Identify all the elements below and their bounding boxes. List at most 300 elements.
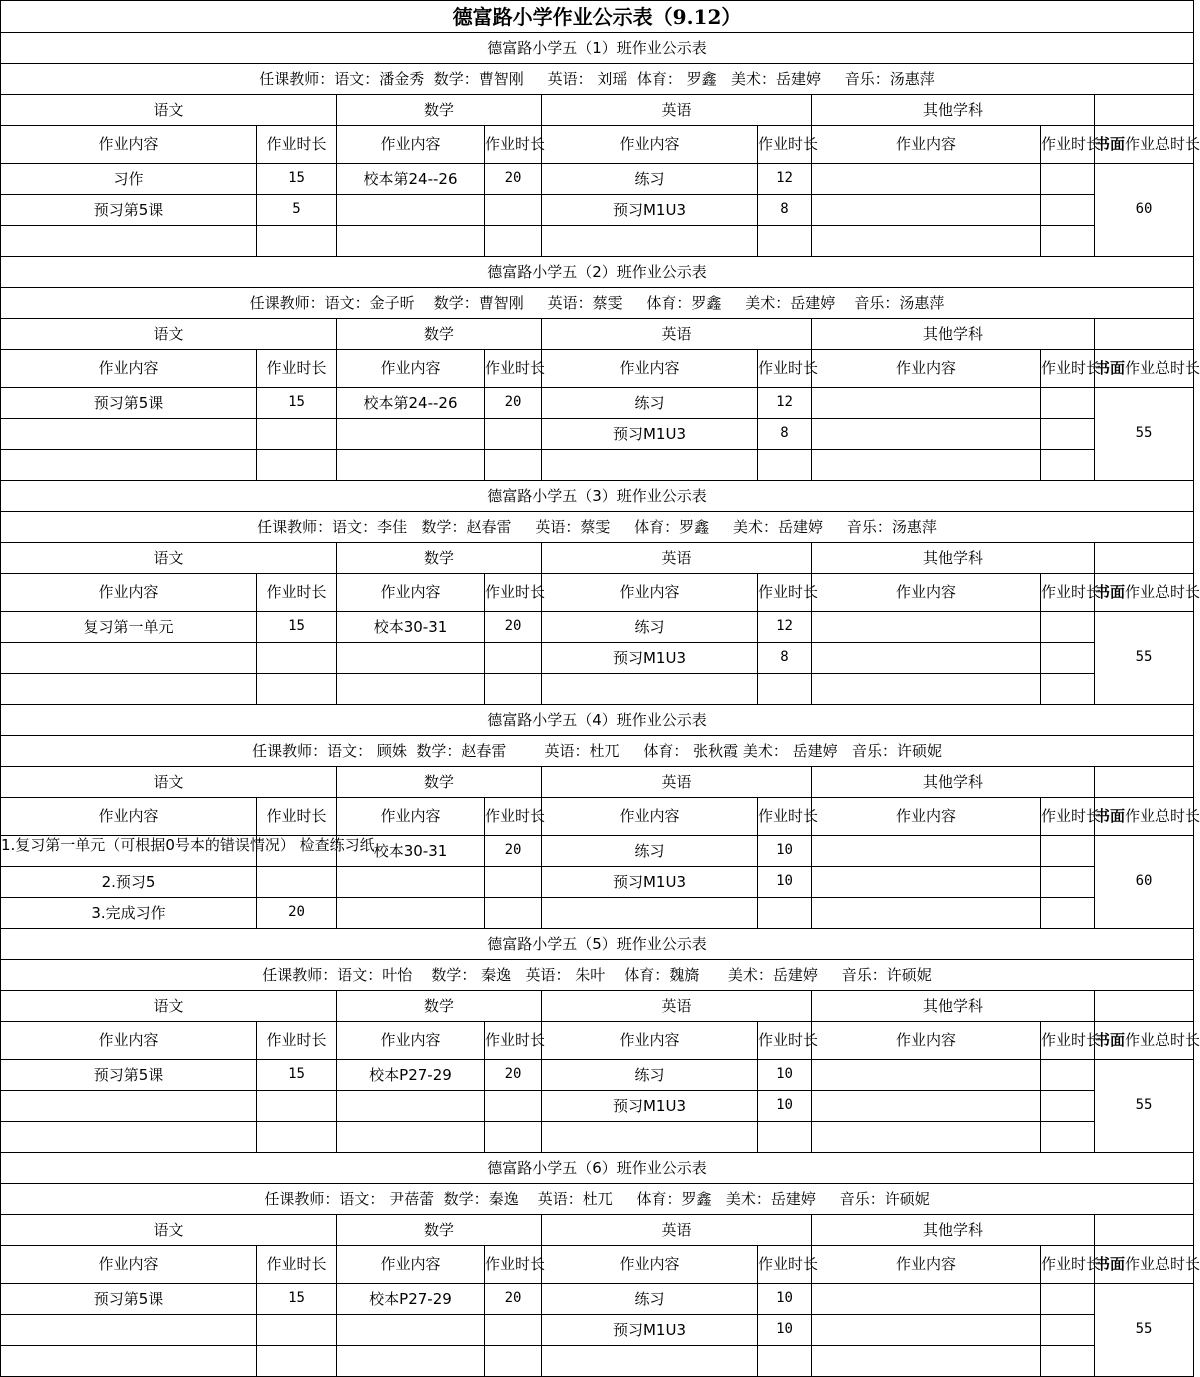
chinese-content: 习作 (1, 164, 257, 195)
english-content: 练习 (542, 836, 758, 867)
subject-english: 英语 (542, 1215, 812, 1246)
class-heading: 德富路小学五（4）班作业公示表 (1, 705, 1194, 736)
chinese-duration: 5 (257, 195, 337, 226)
empty-cell (1095, 95, 1194, 126)
total-header-bold: 书面 (1095, 135, 1126, 154)
math-duration-header: 作业时长 (485, 798, 542, 836)
english-content: 练习 (542, 1060, 758, 1091)
english-content: 预习M1U3 (542, 1315, 758, 1346)
math-content (337, 898, 485, 929)
homework-row (1, 388, 1194, 419)
chinese-duration-header: 作业时长 (257, 798, 337, 836)
chinese-duration-header: 作业时长 (257, 574, 337, 612)
math-duration: 20 (485, 1060, 542, 1091)
subject-math: 数学 (337, 95, 542, 126)
subject-chinese: 语文 (1, 319, 337, 350)
subject-math: 数学 (337, 543, 542, 574)
english-duration-header: 作业时长 (758, 1246, 812, 1284)
english-duration: 10 (758, 1091, 812, 1122)
chinese-content-header: 作业内容 (1, 574, 257, 612)
total-header-rest: 作业总时长 (1125, 359, 1200, 378)
chinese-content-header: 作业内容 (1, 1246, 257, 1284)
chinese-duration: 15 (257, 1060, 337, 1091)
chinese-content (1, 643, 257, 674)
column-header-row (1, 1246, 1194, 1284)
math-duration-header: 作业时长 (485, 1246, 542, 1284)
chinese-duration (257, 450, 337, 481)
teachers-line: 任课教师：语文：金子昕 数学：曹智刚 英语：蔡雯 体育：罗鑫 美术：岳建婷 音乐：汤惠萍 (1, 288, 1194, 319)
english-content-header: 作业内容 (542, 1246, 758, 1284)
homework-row (1, 450, 1194, 481)
chinese-content: 预习第5课 (1, 1284, 257, 1315)
chinese-duration: 15 (257, 388, 337, 419)
english-content (542, 1346, 758, 1377)
class-heading-row (1, 481, 1194, 512)
math-content: 校本P27-29 (337, 1284, 485, 1315)
math-duration: 20 (485, 836, 542, 867)
other-content-header: 作业内容 (812, 1246, 1041, 1284)
other-content-header: 作业内容 (812, 350, 1041, 388)
math-content: 校本第24--26 (337, 164, 485, 195)
other-duration-header: 作业时长 (1041, 1022, 1095, 1060)
total-header-bold: 书面 (1095, 583, 1126, 602)
math-duration (485, 1091, 542, 1122)
total-duration-header (1095, 574, 1200, 612)
subject-chinese: 语文 (1, 1215, 337, 1246)
class-heading-row (1, 705, 1194, 736)
chinese-content-header: 作业内容 (1, 798, 257, 836)
homework-row (1, 164, 1194, 195)
other-content (812, 1346, 1041, 1377)
total-duration: 55 (1095, 1284, 1194, 1377)
subject-other: 其他学科 (812, 95, 1095, 126)
other-content (812, 612, 1041, 643)
class-heading: 德富路小学五（6）班作业公示表 (1, 1153, 1194, 1184)
homework-row (1, 1060, 1194, 1091)
other-content (812, 419, 1041, 450)
subjects-row (1, 1215, 1194, 1246)
other-duration (1041, 388, 1095, 419)
chinese-content: 2.预习5 (1, 867, 257, 898)
chinese-content: 复习第一单元 (1, 612, 257, 643)
other-duration (1041, 836, 1095, 867)
other-content (812, 1315, 1041, 1346)
sheet-title: 德富路小学作业公示表（9.12） (1, 1, 1194, 33)
math-content: 校本30-31 (337, 836, 485, 867)
other-duration-header: 作业时长 (1041, 798, 1095, 836)
subjects-row (1, 543, 1194, 574)
math-duration (485, 1315, 542, 1346)
subject-english: 英语 (542, 95, 812, 126)
english-duration-header: 作业时长 (758, 126, 812, 164)
english-duration: 12 (758, 612, 812, 643)
english-duration (758, 674, 812, 705)
math-content-header: 作业内容 (337, 574, 485, 612)
column-header-row (1, 126, 1194, 164)
class-heading: 德富路小学五（2）班作业公示表 (1, 257, 1194, 288)
chinese-content (1, 1091, 257, 1122)
chinese-duration (257, 674, 337, 705)
english-duration: 10 (758, 1315, 812, 1346)
chinese-content-header: 作业内容 (1, 350, 257, 388)
total-duration-header (1095, 1022, 1200, 1060)
other-duration (1041, 674, 1095, 705)
english-duration: 10 (758, 1060, 812, 1091)
other-content (812, 1122, 1041, 1153)
english-duration (758, 898, 812, 929)
class-heading: 德富路小学五（1）班作业公示表 (1, 33, 1194, 64)
chinese-duration: 15 (257, 1284, 337, 1315)
subject-math: 数学 (337, 319, 542, 350)
other-content-header: 作业内容 (812, 798, 1041, 836)
math-duration-header: 作业时长 (485, 126, 542, 164)
math-duration: 20 (485, 612, 542, 643)
english-content (542, 450, 758, 481)
chinese-content-text: 1.复习第一单元（可根据0号本的错误情况） 检查练习纸 (1, 836, 375, 854)
other-duration (1041, 1284, 1095, 1315)
total-header-rest: 作业总时长 (1125, 807, 1200, 826)
other-content (812, 388, 1041, 419)
homework-row (1, 226, 1194, 257)
class-heading-row (1, 1153, 1194, 1184)
subject-math: 数学 (337, 1215, 542, 1246)
english-content: 练习 (542, 388, 758, 419)
subject-other: 其他学科 (812, 991, 1095, 1022)
column-header-row (1, 350, 1194, 388)
english-duration (758, 226, 812, 257)
chinese-duration-header: 作业时长 (257, 350, 337, 388)
subjects-row (1, 95, 1194, 126)
math-content (337, 674, 485, 705)
subjects-row (1, 991, 1194, 1022)
english-duration-header: 作业时长 (758, 574, 812, 612)
english-content: 预习M1U3 (542, 867, 758, 898)
chinese-duration-header: 作业时长 (257, 126, 337, 164)
other-content (812, 450, 1041, 481)
math-content (337, 1091, 485, 1122)
homework-row (1, 674, 1194, 705)
chinese-duration: 15 (257, 612, 337, 643)
other-duration (1041, 1315, 1095, 1346)
math-content-header: 作业内容 (337, 1246, 485, 1284)
other-duration (1041, 612, 1095, 643)
teachers-line: 任课教师：语文：潘金秀 数学：曹智刚 英语： 刘瑶 体育： 罗鑫 美术：岳建婷 音乐：汤惠萍 (1, 64, 1194, 95)
chinese-duration (257, 867, 337, 898)
teachers-row (1, 512, 1194, 543)
other-duration-header: 作业时长 (1041, 126, 1095, 164)
chinese-content (1, 836, 375, 867)
total-duration: 60 (1095, 836, 1194, 929)
empty-cell (1095, 1215, 1194, 1246)
other-content (812, 1060, 1041, 1091)
math-content-header: 作业内容 (337, 1022, 485, 1060)
other-duration (1041, 867, 1095, 898)
total-header-rest: 作业总时长 (1125, 135, 1200, 154)
empty-cell (1095, 767, 1194, 798)
math-duration-header: 作业时长 (485, 350, 542, 388)
subject-chinese: 语文 (1, 767, 337, 798)
chinese-duration (257, 1315, 337, 1346)
subject-other: 其他学科 (812, 1215, 1095, 1246)
total-duration: 55 (1095, 1060, 1194, 1153)
homework-row (1, 1091, 1194, 1122)
math-content (337, 867, 485, 898)
other-duration (1041, 1122, 1095, 1153)
math-content (337, 1315, 485, 1346)
other-content (812, 226, 1041, 257)
teachers-line: 任课教师：语文：叶怡 数学： 秦逸 英语： 朱叶 体育：魏旖 美术：岳建婷 音乐：许硕妮 (1, 960, 1194, 991)
math-content (337, 195, 485, 226)
chinese-content: 预习第5课 (1, 388, 257, 419)
other-content (812, 836, 1041, 867)
subject-chinese: 语文 (1, 543, 337, 574)
english-content-header: 作业内容 (542, 1022, 758, 1060)
chinese-content: 预习第5课 (1, 1060, 257, 1091)
english-duration: 12 (758, 388, 812, 419)
other-duration-header: 作业时长 (1041, 350, 1095, 388)
english-duration: 10 (758, 1284, 812, 1315)
chinese-duration: 20 (257, 898, 337, 929)
math-content (337, 1122, 485, 1153)
total-header-bold: 书面 (1095, 359, 1126, 378)
subjects-row (1, 319, 1194, 350)
chinese-content (1, 450, 257, 481)
subject-other: 其他学科 (812, 543, 1095, 574)
subject-other: 其他学科 (812, 319, 1095, 350)
math-content (337, 643, 485, 674)
other-duration (1041, 195, 1095, 226)
math-duration-header: 作业时长 (485, 1022, 542, 1060)
math-duration (485, 195, 542, 226)
chinese-duration (257, 1122, 337, 1153)
math-duration (485, 1346, 542, 1377)
other-duration-header: 作业时长 (1041, 1246, 1095, 1284)
english-duration (758, 1122, 812, 1153)
english-duration (758, 1346, 812, 1377)
math-duration-header: 作业时长 (485, 574, 542, 612)
class-heading-row (1, 929, 1194, 960)
other-duration (1041, 450, 1095, 481)
english-content: 预习M1U3 (542, 1091, 758, 1122)
english-content-header: 作业内容 (542, 126, 758, 164)
english-content-header: 作业内容 (542, 350, 758, 388)
subject-english: 英语 (542, 767, 812, 798)
other-content (812, 1284, 1041, 1315)
math-content-header: 作业内容 (337, 350, 485, 388)
total-header-rest: 作业总时长 (1125, 1031, 1200, 1050)
class-heading-row (1, 33, 1194, 64)
other-duration-header: 作业时长 (1041, 574, 1095, 612)
chinese-duration-header: 作业时长 (257, 1246, 337, 1284)
total-header-bold: 书面 (1095, 807, 1126, 826)
other-content (812, 643, 1041, 674)
column-header-row (1, 574, 1194, 612)
math-duration (485, 643, 542, 674)
homework-row (1, 1346, 1194, 1377)
total-duration-header (1095, 1246, 1200, 1284)
homework-row (1, 1122, 1194, 1153)
chinese-duration-header: 作业时长 (257, 1022, 337, 1060)
english-content (542, 674, 758, 705)
chinese-content (1, 1346, 257, 1377)
english-duration: 8 (758, 643, 812, 674)
math-duration (485, 226, 542, 257)
chinese-duration (257, 419, 337, 450)
homework-row (1, 643, 1194, 674)
homework-row (1, 1284, 1194, 1315)
other-content (812, 195, 1041, 226)
total-duration: 55 (1095, 612, 1194, 705)
subject-math: 数学 (337, 767, 542, 798)
chinese-content: 3.完成习作 (1, 898, 257, 929)
homework-row (1, 898, 1194, 929)
chinese-content: 预习第5课 (1, 195, 257, 226)
other-duration (1041, 643, 1095, 674)
math-duration (485, 674, 542, 705)
math-content (337, 450, 485, 481)
homework-row (1, 612, 1194, 643)
teachers-row (1, 64, 1194, 95)
math-duration (485, 867, 542, 898)
chinese-content-header: 作业内容 (1, 1022, 257, 1060)
math-duration (485, 898, 542, 929)
other-content-header: 作业内容 (812, 574, 1041, 612)
other-content (812, 898, 1041, 929)
chinese-content-header: 作业内容 (1, 126, 257, 164)
homework-row (1, 836, 1194, 867)
english-content-header: 作业内容 (542, 574, 758, 612)
teachers-line: 任课教师：语文： 尹蓓蕾 数学：秦逸 英语：杜兀 体育：罗鑫 美术：岳建婷 音乐：许硕妮 (1, 1184, 1194, 1215)
subject-other: 其他学科 (812, 767, 1095, 798)
empty-cell (1095, 543, 1194, 574)
english-content (542, 898, 758, 929)
other-duration (1041, 1060, 1095, 1091)
other-content-header: 作业内容 (812, 126, 1041, 164)
other-duration (1041, 1346, 1095, 1377)
homework-row (1, 419, 1194, 450)
teachers-line: 任课教师：语文： 顾姝 数学：赵春雷 英语：杜兀 体育： 张秋霞 美术： 岳建婷 音乐：许硕妮 (1, 736, 1194, 767)
english-content: 练习 (542, 164, 758, 195)
homework-row (1, 195, 1194, 226)
math-duration: 20 (485, 164, 542, 195)
english-duration: 8 (758, 419, 812, 450)
chinese-duration (257, 226, 337, 257)
class-heading-row (1, 257, 1194, 288)
math-duration (485, 419, 542, 450)
teachers-row (1, 288, 1194, 319)
english-duration-header: 作业时长 (758, 798, 812, 836)
homework-row (1, 867, 1194, 898)
math-content (337, 419, 485, 450)
subject-math: 数学 (337, 991, 542, 1022)
other-duration (1041, 898, 1095, 929)
subject-english: 英语 (542, 319, 812, 350)
english-content: 预习M1U3 (542, 643, 758, 674)
chinese-content (1, 1315, 257, 1346)
total-duration-header (1095, 798, 1200, 836)
english-duration (758, 450, 812, 481)
english-duration: 10 (758, 836, 812, 867)
english-duration-header: 作业时长 (758, 1022, 812, 1060)
english-duration: 8 (758, 195, 812, 226)
other-content (812, 674, 1041, 705)
column-header-row (1, 1022, 1194, 1060)
other-content-header: 作业内容 (812, 1022, 1041, 1060)
math-content (337, 226, 485, 257)
chinese-content (1, 419, 257, 450)
math-duration (485, 1122, 542, 1153)
math-content: 校本30-31 (337, 612, 485, 643)
subject-english: 英语 (542, 991, 812, 1022)
teachers-line: 任课教师：语文：李佳 数学：赵春雷 英语：蔡雯 体育：罗鑫 美术：岳建婷 音乐：汤惠萍 (1, 512, 1194, 543)
chinese-duration (257, 1091, 337, 1122)
math-content-header: 作业内容 (337, 798, 485, 836)
english-content (542, 226, 758, 257)
english-duration: 10 (758, 867, 812, 898)
english-content-header: 作业内容 (542, 798, 758, 836)
teachers-row (1, 1184, 1194, 1215)
math-duration (485, 450, 542, 481)
subject-english: 英语 (542, 543, 812, 574)
math-content: 校本P27-29 (337, 1060, 485, 1091)
chinese-duration: 15 (257, 164, 337, 195)
english-content (542, 1122, 758, 1153)
other-duration (1041, 1091, 1095, 1122)
other-duration (1041, 226, 1095, 257)
other-duration (1041, 164, 1095, 195)
total-duration: 60 (1095, 164, 1194, 257)
class-heading: 德富路小学五（3）班作业公示表 (1, 481, 1194, 512)
other-content (812, 164, 1041, 195)
total-duration-header (1095, 126, 1200, 164)
math-duration: 20 (485, 388, 542, 419)
english-content: 预习M1U3 (542, 419, 758, 450)
chinese-content (1, 226, 257, 257)
subject-chinese: 语文 (1, 95, 337, 126)
chinese-duration (257, 1346, 337, 1377)
english-duration-header: 作业时长 (758, 350, 812, 388)
math-duration: 20 (485, 1284, 542, 1315)
other-content (812, 1091, 1041, 1122)
empty-cell (1095, 319, 1194, 350)
other-content (812, 867, 1041, 898)
other-duration (1041, 419, 1095, 450)
english-content: 练习 (542, 1284, 758, 1315)
column-header-row (1, 798, 1194, 836)
teachers-row (1, 960, 1194, 991)
subjects-row (1, 767, 1194, 798)
subject-chinese: 语文 (1, 991, 337, 1022)
total-duration: 55 (1095, 388, 1194, 481)
math-content: 校本第24--26 (337, 388, 485, 419)
chinese-content (1, 1122, 257, 1153)
chinese-content (1, 674, 257, 705)
english-duration: 12 (758, 164, 812, 195)
class-heading: 德富路小学五（5）班作业公示表 (1, 929, 1194, 960)
math-content (337, 1346, 485, 1377)
total-header-rest: 作业总时长 (1125, 1255, 1200, 1274)
homework-row (1, 1315, 1194, 1346)
chinese-duration (257, 643, 337, 674)
empty-cell (1095, 991, 1194, 1022)
total-header-bold: 书面 (1095, 1031, 1126, 1050)
english-content: 练习 (542, 612, 758, 643)
english-content: 预习M1U3 (542, 195, 758, 226)
math-content-header: 作业内容 (337, 126, 485, 164)
total-header-rest: 作业总时长 (1125, 583, 1200, 602)
total-duration-header (1095, 350, 1200, 388)
teachers-row (1, 736, 1194, 767)
